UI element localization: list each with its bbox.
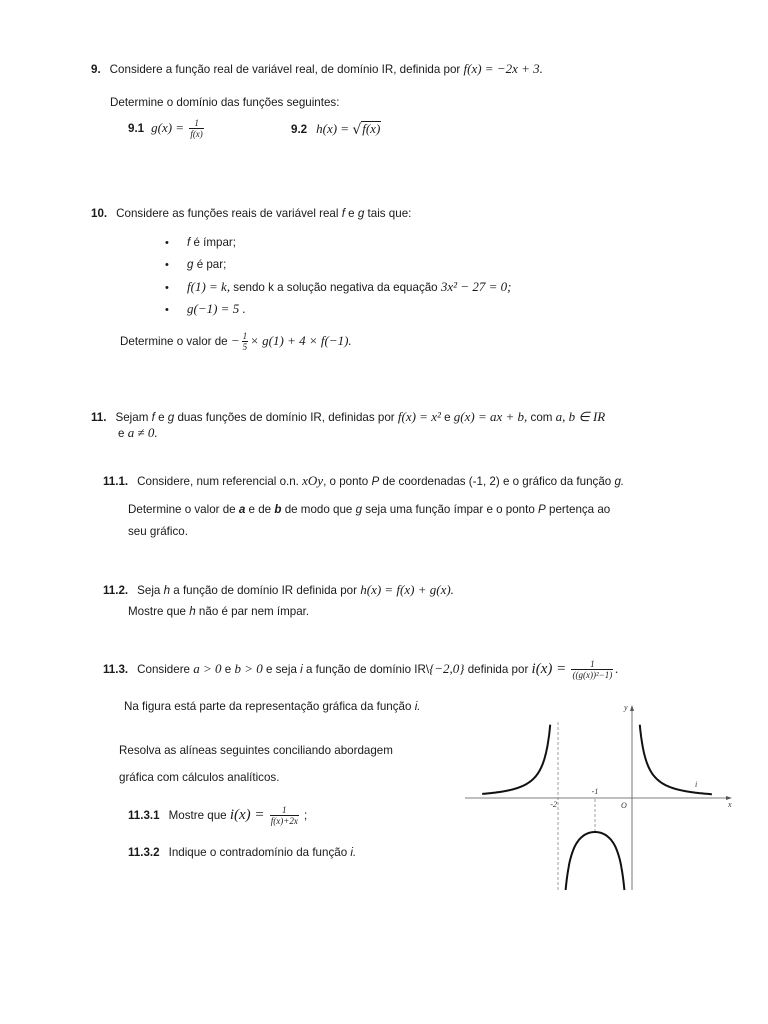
q11-3-cond-a: a > 0 [193, 661, 222, 677]
q11-3-cond-b: b > 0 [234, 661, 263, 677]
q11-1-task-g: g [355, 503, 363, 516]
q11-3-resolve-line-2: gráfica com cálculos analíticos. [119, 771, 280, 784]
q11-1-task-line-2: seu gráfico. [128, 525, 188, 538]
function-i-graph [460, 698, 740, 894]
q11-l1-t2: duas funções de domínio IR, definidas por [177, 411, 395, 424]
x-axis-label: x [728, 800, 732, 809]
q9-1-item [128, 119, 206, 139]
q11-2-number: 11.2. [103, 584, 129, 597]
q10-b3-text: sendo k a solução negativa da equação [233, 281, 438, 294]
q11-1-task-t1: Determine o valor de [128, 503, 236, 516]
y-axis-arrow [630, 705, 634, 711]
q10-b1-text: é ímpar; [193, 236, 236, 249]
q9-statement [91, 61, 543, 77]
q11-1-task-t2: e de [248, 503, 272, 516]
q11-3-1-end: ; [304, 809, 308, 823]
tick-label-minus-1: -1 [591, 787, 599, 796]
q10-b3-equation: 3x² − 27 = 0; [440, 279, 512, 294]
q10-var-f: f [341, 207, 345, 220]
q11-3-2-item [128, 845, 356, 860]
q9-2-number: 9.2 [291, 123, 308, 136]
q9-number: 9. [91, 63, 101, 76]
q11-3-fraction-denominator: ((g(x))²−1) [572, 670, 613, 680]
curve-middle-branch [566, 832, 625, 890]
q11-2-task [128, 604, 309, 619]
q11-2-t2: a função de domínio IR definida por [173, 584, 357, 597]
q11-3-number: 11.3. [103, 663, 129, 677]
q11-3-2-var-i: i. [350, 846, 357, 859]
q11-3-1-lhs: i(x) = [229, 807, 265, 824]
q11-1-task-b: b [274, 503, 282, 516]
q11-3-1-number: 11.3.1 [128, 809, 160, 823]
q11-1-task-P: P [538, 503, 546, 516]
q10-task-expression: × g(1) + 4 × f(−1). [250, 333, 352, 349]
q11-3-t1: Considere [137, 663, 191, 677]
bullet-icon: • [165, 304, 169, 316]
q11-3-1-fraction [270, 806, 299, 826]
q11-l1-t3: com [530, 411, 553, 424]
q9-2-lhs: h(x) = [316, 121, 350, 136]
q10-statement [91, 206, 411, 221]
q11-l1-t1: Sejam [115, 411, 149, 424]
q11-3-t2: e [224, 663, 232, 677]
q9-1-number: 9.1 [128, 122, 145, 136]
q11-3-t4: a função de domínio IR\ [305, 663, 430, 677]
q9-1-fraction-denominator: f(x) [190, 129, 203, 139]
q11-1-task-line-1 [128, 502, 610, 517]
curve-left-branch [482, 725, 550, 794]
q11-3-end: . [615, 661, 619, 677]
q11-1-task-t5: pertença ao [549, 503, 611, 516]
q10-task-fraction [242, 332, 249, 352]
q10-text: Considere as funções reais de variável real [116, 207, 339, 220]
q11-2-var-h: h [163, 584, 171, 597]
q10-var-g: g [357, 207, 365, 220]
q11-1-number: 11.1. [103, 475, 129, 488]
q11-3-t3: e seja [265, 663, 297, 677]
q9-instruction: Determine o domínio das funções seguintes: [110, 96, 340, 109]
q11-statement-line-2 [118, 425, 158, 441]
q11-1-task-t4: seja uma função ímpar e o ponto [365, 503, 535, 516]
q11-1-task-t3: de modo que [284, 503, 353, 516]
q11-l2-t1: e [118, 427, 125, 440]
q11-var-g: g [167, 411, 175, 424]
q11-3-fraction-numerator: 1 [590, 659, 595, 669]
q11-g-definition: g(x) = ax + b, [453, 409, 528, 424]
q11-3-domain-set: {−2,0} [429, 661, 465, 677]
q11-2-statement [103, 582, 454, 598]
q10-b2-text: é par; [196, 258, 227, 271]
q11-2-t1: Seja [137, 584, 161, 597]
bullet-icon: • [165, 259, 169, 271]
q11-3-fig-text: Na figura está parte da representação gráfica da função [124, 700, 412, 713]
q11-3-var-i: i [300, 663, 303, 677]
q11-number: 11. [91, 411, 107, 424]
q11-3-statement [103, 660, 618, 680]
q11-1-statement [103, 473, 624, 489]
q10-bullet-3 [165, 279, 511, 296]
bullet-icon: • [165, 237, 169, 249]
q9-2-item [291, 121, 381, 138]
q9-2-radicand: f(x) [362, 121, 381, 136]
q9-definition: f(x) = −2x + 3. [463, 61, 543, 76]
q11-1-frame: xOy [302, 473, 324, 488]
q11-2-task-t1: Mostre que [128, 605, 186, 618]
q11-3-1-item [128, 806, 307, 826]
q10-bullet-4 [165, 301, 246, 318]
q11-2-h-definition: h(x) = f(x) + g(x). [360, 582, 454, 597]
q11-1-point-P: P [371, 475, 380, 488]
q11-1-var-g: g. [614, 475, 625, 488]
q10-tail: tais que: [367, 207, 412, 220]
q9-1-lhs: g(x) = [151, 120, 185, 136]
q11-3-2-number: 11.3.2 [128, 846, 160, 859]
q11-3-t5: definida por [467, 663, 529, 677]
q10-number: 10. [91, 207, 108, 220]
q11-3-1-fraction-numerator: 1 [282, 805, 287, 815]
bullet-icon: • [165, 282, 169, 294]
q11-3-figure-caption [124, 699, 420, 714]
q10-b2-var: g [187, 258, 194, 271]
q11-condition: a, b ∈ IR [555, 409, 606, 424]
q10-task-fraction-numerator: 1 [242, 331, 248, 341]
q11-1-t2: , o ponto [323, 475, 369, 488]
q10-task-fraction-denominator: 5 [242, 342, 248, 352]
curve-right-branch [640, 725, 712, 795]
q11-and-2: e [444, 411, 451, 424]
q11-1-task-a: a [238, 503, 246, 516]
q11-3-2-t1: Indique o contradomínio da função [168, 846, 348, 859]
q10-b1-var: f [187, 236, 191, 249]
q10-bullet-2 [165, 257, 226, 273]
y-axis-label: y [624, 703, 628, 712]
origin-label: O [621, 801, 627, 810]
q9-1-fraction [189, 119, 204, 139]
q11-var-f: f [151, 411, 155, 424]
square-root-sign: √ [352, 122, 362, 138]
q10-b4-math1: g(−1) = 5 . [187, 301, 246, 316]
q10-b3-math1: f(1) = k, [187, 279, 231, 294]
q11-l2-condition: a ≠ 0. [127, 425, 158, 440]
q11-2-task-h: h [189, 605, 196, 618]
q11-3-resolve-line-1: Resolva as alíneas seguintes conciliando abordagem [119, 744, 393, 757]
q11-3-fraction [571, 660, 613, 680]
q11-f-definition: f(x) = x² [397, 409, 441, 424]
tick-label-minus-2: -2 [550, 800, 557, 809]
q11-3-1-fraction-denominator: f(x)+2x [270, 816, 298, 826]
q11-and-1: e [158, 411, 165, 424]
curve-label: i [695, 780, 698, 789]
q11-1-t1: Considere, num referencial o.n. [137, 475, 299, 488]
q11-2-task-t2: não é par nem ímpar. [198, 605, 310, 618]
q10-task-minus: − [230, 333, 240, 349]
q9-1-fraction-numerator: 1 [194, 118, 199, 128]
q9-text: Considere a função real de variável real, de domínio IR, definida por [109, 63, 461, 76]
q11-3-1-t1: Mostre que [168, 809, 227, 823]
q11-1-t3: de coordenadas (-1, 2) e o gráfico da função [382, 475, 612, 488]
q11-3-lhs: i(x) = [531, 661, 567, 678]
q10-bullet-1 [165, 235, 236, 251]
q10-task-text: Determine o valor de [120, 335, 228, 349]
q11-3-fig-i: i. [414, 700, 421, 713]
q11-statement-line-1 [91, 409, 605, 425]
q10-task [120, 332, 352, 352]
q10-and: e [348, 207, 355, 220]
